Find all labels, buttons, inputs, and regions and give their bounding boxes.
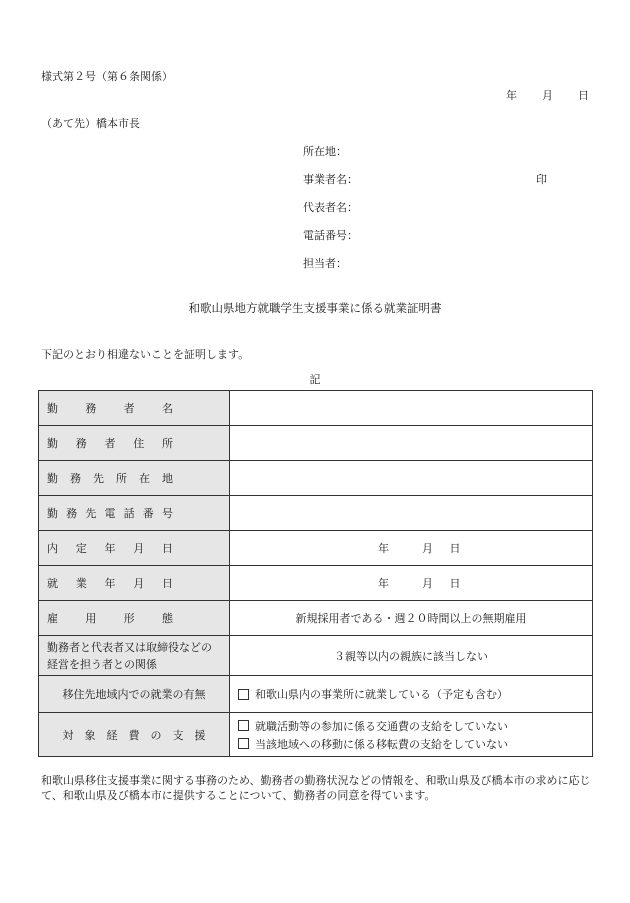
field-phone: 電話番号： xyxy=(303,229,358,242)
lbl-char: 話 xyxy=(123,507,135,520)
row-offer-date xyxy=(39,531,593,566)
field-contact: 担当者： xyxy=(303,257,347,270)
value-worker-name[interactable] xyxy=(230,391,593,426)
label-worker-address xyxy=(39,426,230,461)
lbl-char: 日 xyxy=(162,542,173,555)
addressee: （あて先）橋本市長 xyxy=(41,117,140,130)
lbl-char: 所 xyxy=(116,472,127,485)
footer-consent: 和歌山県移住支援事業に関する事務のため、勤務者の勤務状況などの情報を、和歌山県及び橋本市の求めに応じて、和歌山県及び橋本市に提供することについて、勤務者の同意を得ています。 xyxy=(41,774,591,802)
support-item-2: 当該地域への移動に係る移転費の支給をしていない xyxy=(255,737,508,751)
value-relation: ３親等以内の親族に該当しない xyxy=(230,636,593,676)
value-offer-date[interactable] xyxy=(230,531,593,566)
lbl-char: 番 xyxy=(142,507,154,520)
lbl-char: 就 xyxy=(47,577,58,590)
row-worker-name xyxy=(39,391,593,426)
lbl-char: 定 xyxy=(75,542,87,555)
row-employment-date xyxy=(39,566,593,601)
lbl-char: 先 xyxy=(93,472,104,485)
lbl-char: 業 xyxy=(75,577,87,590)
relocation-text: 和歌山県内の事業所に就業している（予定も含む） xyxy=(255,688,508,701)
lbl-char: 号 xyxy=(161,507,173,520)
lbl-char: 務 xyxy=(66,507,78,520)
label-support: 対 象 経 費 の 支 援 xyxy=(39,713,230,757)
row-work-phone xyxy=(39,496,593,531)
lbl-char: 形 xyxy=(123,612,135,625)
document-title: 和歌山県地方就職学生支援事業に係る就業証明書 xyxy=(188,301,442,315)
certificate-table xyxy=(38,390,593,757)
support-item-1: 就職活動等の参加に係る交通費の支給をしていない xyxy=(255,719,508,733)
field-address: 所在地： xyxy=(303,145,347,158)
lbl-char: 年 xyxy=(104,577,116,590)
checkbox-relocation-expense[interactable] xyxy=(238,738,249,749)
value-worker-address[interactable] xyxy=(230,426,593,461)
lbl-char: 在 xyxy=(139,472,150,485)
label-work-phone xyxy=(39,496,230,531)
lbl-char: 務 xyxy=(75,437,87,450)
lbl-char: 雇 xyxy=(47,612,58,625)
value-work-phone[interactable] xyxy=(230,496,593,531)
lbl-char: 月 xyxy=(133,542,145,555)
emp-year: 年 xyxy=(378,577,389,590)
row-employment-type xyxy=(39,601,593,636)
lbl-char: 電 xyxy=(104,507,116,520)
lbl-char: 者 xyxy=(123,402,135,415)
checkbox-travel-expense[interactable] xyxy=(238,720,249,731)
lbl-char: 名 xyxy=(161,402,173,415)
lbl-char: 勤 xyxy=(47,402,58,415)
lbl-char: 態 xyxy=(161,612,173,625)
label-employment-type xyxy=(39,601,230,636)
header-day: 日 xyxy=(578,89,589,102)
label-employment-date xyxy=(39,566,230,601)
offer-month: 月 xyxy=(422,542,433,555)
header-date xyxy=(506,87,589,103)
lbl-char: 勤 xyxy=(47,472,58,485)
lbl-char: 務 xyxy=(70,472,81,485)
lbl-char: 月 xyxy=(133,577,145,590)
lbl-char: 年 xyxy=(104,542,116,555)
header-year: 年 xyxy=(506,89,517,102)
emp-month: 月 xyxy=(422,577,433,590)
label-relocation: 移住先地域内での就業の有無 xyxy=(39,676,230,713)
offer-day: 日 xyxy=(449,542,461,555)
row-relation xyxy=(39,636,593,676)
lbl-char: 務 xyxy=(85,402,97,415)
lbl-char: 者 xyxy=(104,437,116,450)
lbl-char: 住 xyxy=(133,437,145,450)
row-worker-address xyxy=(39,426,593,461)
label-offer-date xyxy=(39,531,230,566)
lbl-char: 勤 xyxy=(47,507,58,520)
lbl-char: 所 xyxy=(162,437,173,450)
lbl-char: 用 xyxy=(85,612,97,625)
value-employment-date[interactable] xyxy=(230,566,593,601)
seal-mark: 印 xyxy=(536,173,547,186)
offer-year: 年 xyxy=(378,542,389,555)
lbl-char: 勤 xyxy=(47,437,58,450)
intro-text: 下記のとおり相違ないことを証明します。 xyxy=(41,348,250,361)
field-representative: 代表者名： xyxy=(303,201,358,214)
value-employment-type: 新規採用者である・週２０時間以上の無期雇用 xyxy=(230,601,593,636)
header-month: 月 xyxy=(542,89,553,102)
emp-day: 日 xyxy=(449,577,461,590)
label-relation: 勤務者と代表者又は取締役などの経営を担う者との関係 xyxy=(39,636,230,676)
value-work-location[interactable] xyxy=(230,461,593,496)
checkbox-relocation[interactable] xyxy=(238,689,249,700)
label-worker-name xyxy=(39,391,230,426)
lbl-char: 日 xyxy=(162,577,173,590)
lbl-char: 内 xyxy=(47,542,58,555)
field-company: 事業者名： xyxy=(303,173,358,186)
ki-heading: 記 xyxy=(309,373,321,386)
form-number: 様式第２号（第６条関係） xyxy=(41,70,173,83)
value-support xyxy=(230,713,593,757)
row-relocation xyxy=(39,676,593,713)
lbl-char: 先 xyxy=(85,507,97,520)
value-relocation xyxy=(230,676,593,713)
row-support xyxy=(39,713,593,757)
label-work-location xyxy=(39,461,230,496)
row-work-location xyxy=(39,461,593,496)
lbl-char: 地 xyxy=(162,472,173,485)
